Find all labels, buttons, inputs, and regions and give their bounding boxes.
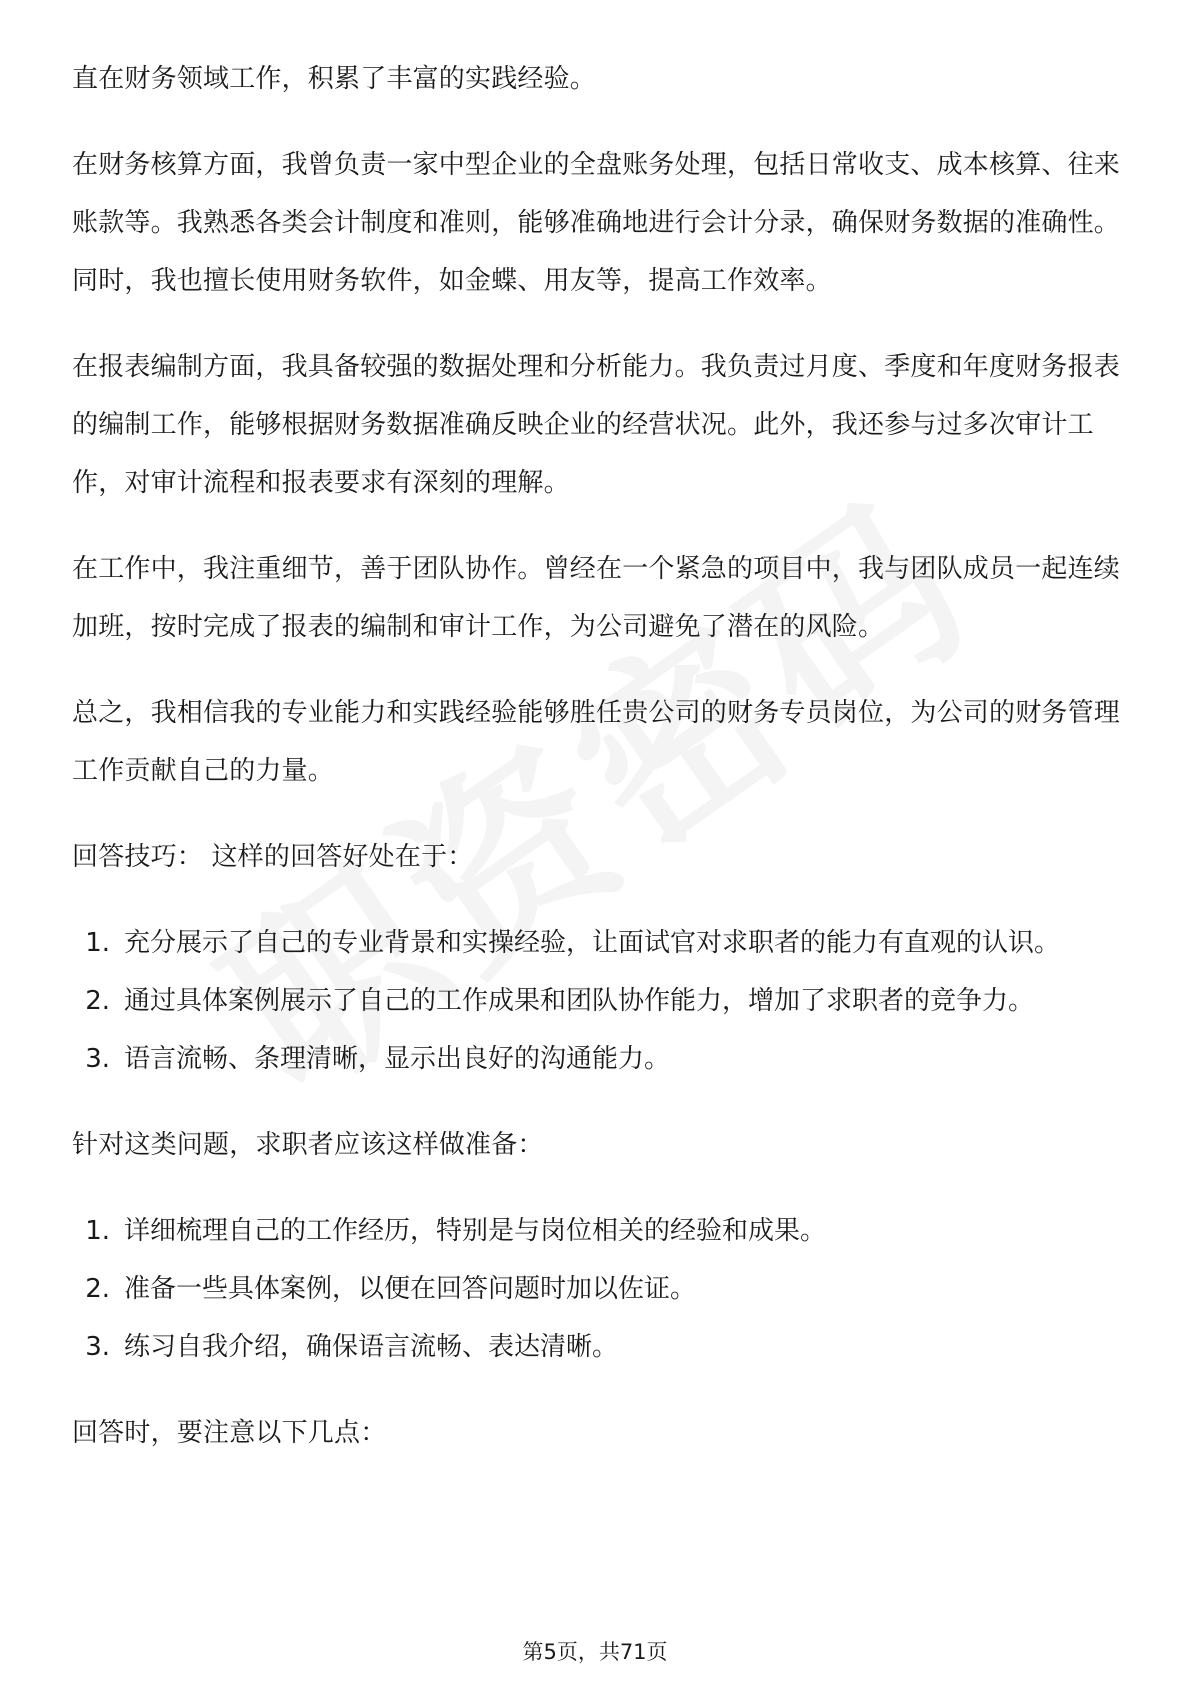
paragraph-reporting: 在报表编制方面，我具备较强的数据处理和分析能力。我负责过月度、季度和年度财务报表的编制工作，能够根据财务数据准确反映企业的经营状况。此外，我还参与过多次审计工作，对审计流程和报表要求有深刻的理解。 (72, 352, 1121, 498)
paragraph-accounting: 在财务核算方面，我曾负责一家中型企业的全盘账务处理，包括日常收支、成本核算、往来账款等。我熟悉各类会计制度和准则，能够准确地进行会计分录，确保财务数据的准确性。同时，我也擅长使用财务软件，如金蝶、用友等，提高工作效率。 (72, 150, 1121, 296)
list-item (72, 914, 1122, 972)
list-item (72, 1202, 1122, 1260)
notes-heading: 回答时，要注意以下几点： (72, 1418, 387, 1448)
list-item-text: 准备一些具体案例，以便在回答问题时加以佐证。 (124, 1274, 697, 1304)
list-item (72, 1260, 1122, 1318)
paragraph-summary: 总之，我相信我的专业能力和实践经验能够胜任贵公司的财务专员岗位，为公司的财务管理工作贡献自己的力量。 (72, 698, 1121, 786)
prep-list (72, 1202, 1122, 1376)
list-item-text: 充分展示了自己的专业背景和实操经验，让面试官对求职者的能力有直观的认识。 (124, 928, 1061, 958)
list-item (72, 1030, 1122, 1088)
document-body (72, 50, 1122, 1490)
paragraph-intro-continued: 直在财务领域工作，积累了丰富的实践经验。 (72, 64, 597, 94)
list-number: 3. (85, 1044, 110, 1074)
tips-list (72, 914, 1122, 1088)
list-item (72, 1318, 1122, 1376)
list-item-text: 练习自我介绍，确保语言流畅、表达清晰。 (124, 1332, 619, 1362)
list-number: 3. (85, 1332, 110, 1362)
tips-heading: 回答技巧： 这样的回答好处在于： (72, 842, 474, 872)
list-number: 1. (85, 1216, 110, 1246)
list-number: 2. (85, 1274, 110, 1304)
list-number: 1. (85, 928, 110, 958)
list-item-text: 语言流畅、条理清晰，显示出良好的沟通能力。 (124, 1044, 671, 1074)
page-number: 第5页，共71页 (522, 1640, 668, 1664)
list-item (72, 972, 1122, 1030)
list-number: 2. (85, 986, 110, 1016)
paragraph-teamwork: 在工作中，我注重细节，善于团队协作。曾经在一个紧急的项目中，我与团队成员一起连续加班，按时完成了报表的编制和审计工作，为公司避免了潜在的风险。 (72, 554, 1121, 642)
list-item-text: 通过具体案例展示了自己的工作成果和团队协作能力，增加了求职者的竞争力。 (124, 986, 1035, 1016)
list-item-text: 详细梳理自己的工作经历，特别是与岗位相关的经验和成果。 (124, 1216, 827, 1246)
prep-heading: 针对这类问题，求职者应该这样做准备： (72, 1130, 544, 1160)
